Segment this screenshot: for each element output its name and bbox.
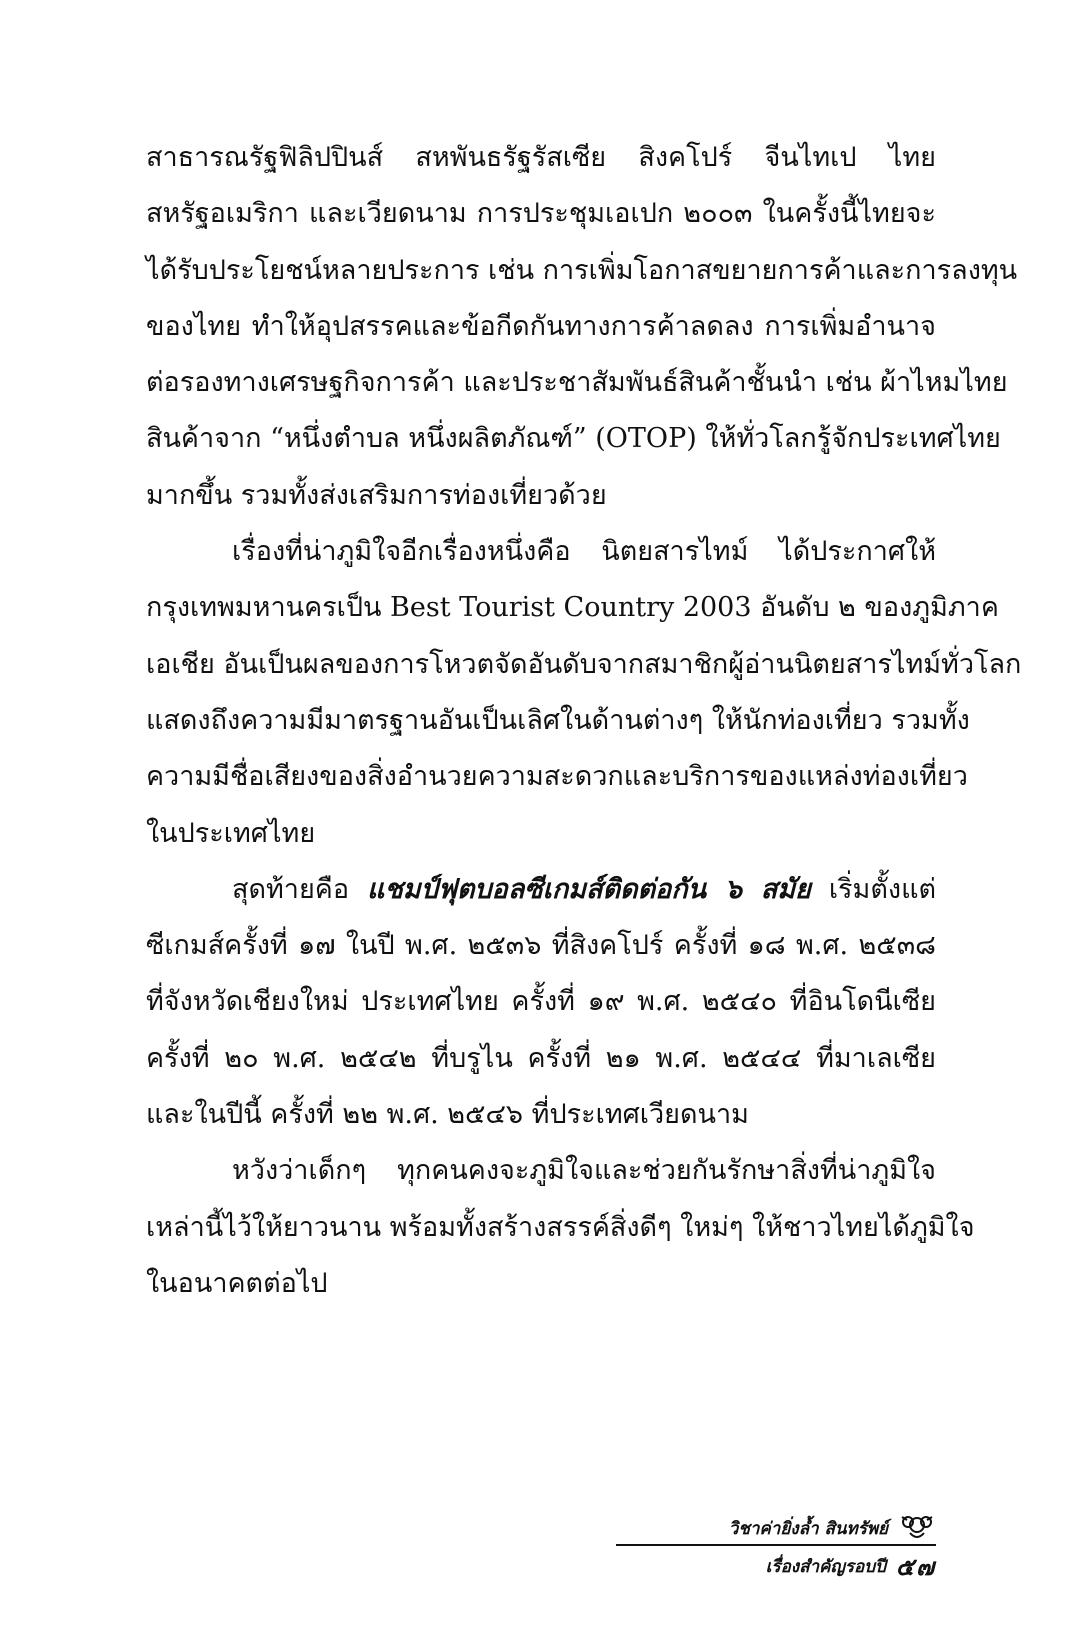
emphasis-phrase: แชมป์ฟุตบอลซีเกมส์ติดต่อกัน ๖ สมัย [367,873,811,905]
text-line: กรุงเทพมหานครเป็น Best Tourist Country 2003 อันดับ ๒ ของภูมิภาค [146,592,999,624]
text-line: ได้รับประโยชน์หลายประการ เช่น การเพิ่มโอกาสขยายการค้าและการลงทุน [146,254,1018,286]
text-line: ความมีชื่อเสียงของสิ่งอำนวยความสะดวกและบริการของแหล่งท่องเที่ยว [146,761,968,793]
text-line: และในปีนี้ ครั้งที่ ๒๒ พ.ศ. ๒๕๔๖ ที่ประเทศเวียดนาม [146,1099,749,1131]
footer-subtitle: เรื่องสำคัญรอบปี [765,1556,886,1577]
text-line: เอเชีย อันเป็นผลของการโหวตจัดอันดับจากสมาชิกผู้อ่านนิตยสารไทม์ทั่วโลก [146,648,1022,680]
paragraph-1 [146,130,1018,524]
text-line: สหรัฐอเมริกา และเวียดนาม การประชุมเอเปก ๒๐๐๓ ในครั้งนี้ไทยจะ [146,198,936,230]
text-line: ในอนาคตต่อไป [146,1267,328,1299]
text-line: ที่จังหวัดเชียงใหม่ ประเทศไทย ครั้งที่ ๑๙ พ.ศ. ๒๕๔๐ ที่อินโดนีเซีย [146,986,936,1018]
text-line: เหล่านี้ไว้ให้ยาวนาน พร้อมทั้งสร้างสรรค์สิ่งดีๆ ใหม่ๆ ให้ชาวไทยได้ภูมิใจ [146,1211,975,1243]
text-line: ของไทย ทำให้อุปสรรคและข้อกีดกันทางการค้าลดลง การเพิ่มอำนาจ [146,310,936,342]
text-line: เรื่องที่น่าภูมิใจอีกเรื่องหนึ่งคือ นิตยสารไทม์ ได้ประกาศให้ [232,536,936,568]
footer-subtitle-row [616,1544,936,1582]
paragraph-4 [146,1143,975,1312]
text-line: ต่อรองทางเศรษฐกิจการค้า และประชาสัมพันธ์สินค้าชั้นนำ เช่น ผ้าไหมไทย [146,367,1008,399]
text-line: แสดงถึงความมีมาตรฐานอันเป็นเลิศในด้านต่างๆ ให้นักท่องเที่ยว รวมทั้ง [146,704,970,736]
text-line: หวังว่าเด็กๆ ทุกคนคงจะภูมิใจและช่วยกันรักษาสิ่งที่น่าภูมิใจ [232,1155,936,1187]
text-line: สินค้าจาก “หนึ่งตำบล หนึ่งผลิตภัณฑ์” (OTOP) ให้ทั่วโลกรู้จักประเทศไทย [146,423,1001,455]
footer-title-row [616,1512,936,1544]
page-number: ๕๗ [895,1552,936,1581]
emblem-icon [898,1513,936,1543]
text-line: ในประเทศไทย [146,817,316,849]
page-footer [616,1512,936,1582]
paragraph-2 [146,524,1022,862]
text-line: มากขึ้น รวมทั้งส่งเสริมการท่องเที่ยวด้วย [146,479,607,511]
text-line: สาธารณรัฐฟิลิปปินส์ สหพันธรัฐรัสเซีย สิงคโปร์ จีนไทเป ไทย [146,142,936,173]
footer-title: วิชาค่ายิ่งล้ำ สินทรัพย์ [728,1518,888,1539]
paragraph-3 [146,862,936,1143]
text-line-emphasis [146,862,936,918]
emphasis-lead: สุดท้ายคือ [232,873,368,905]
body-text [146,130,1022,1312]
text-line: ซีเกมส์ครั้งที่ ๑๗ ในปี พ.ศ. ๒๕๓๖ ที่สิงคโปร์ ครั้งที่ ๑๘ พ.ศ. ๒๕๓๘ [146,930,936,962]
text-line: ครั้งที่ ๒๐ พ.ศ. ๒๕๔๒ ที่บรูไน ครั้งที่ ๒๑ พ.ศ. ๒๕๔๔ ที่มาเลเซีย [146,1042,936,1074]
emphasis-tail: เริ่มตั้งแต่ [810,873,937,905]
